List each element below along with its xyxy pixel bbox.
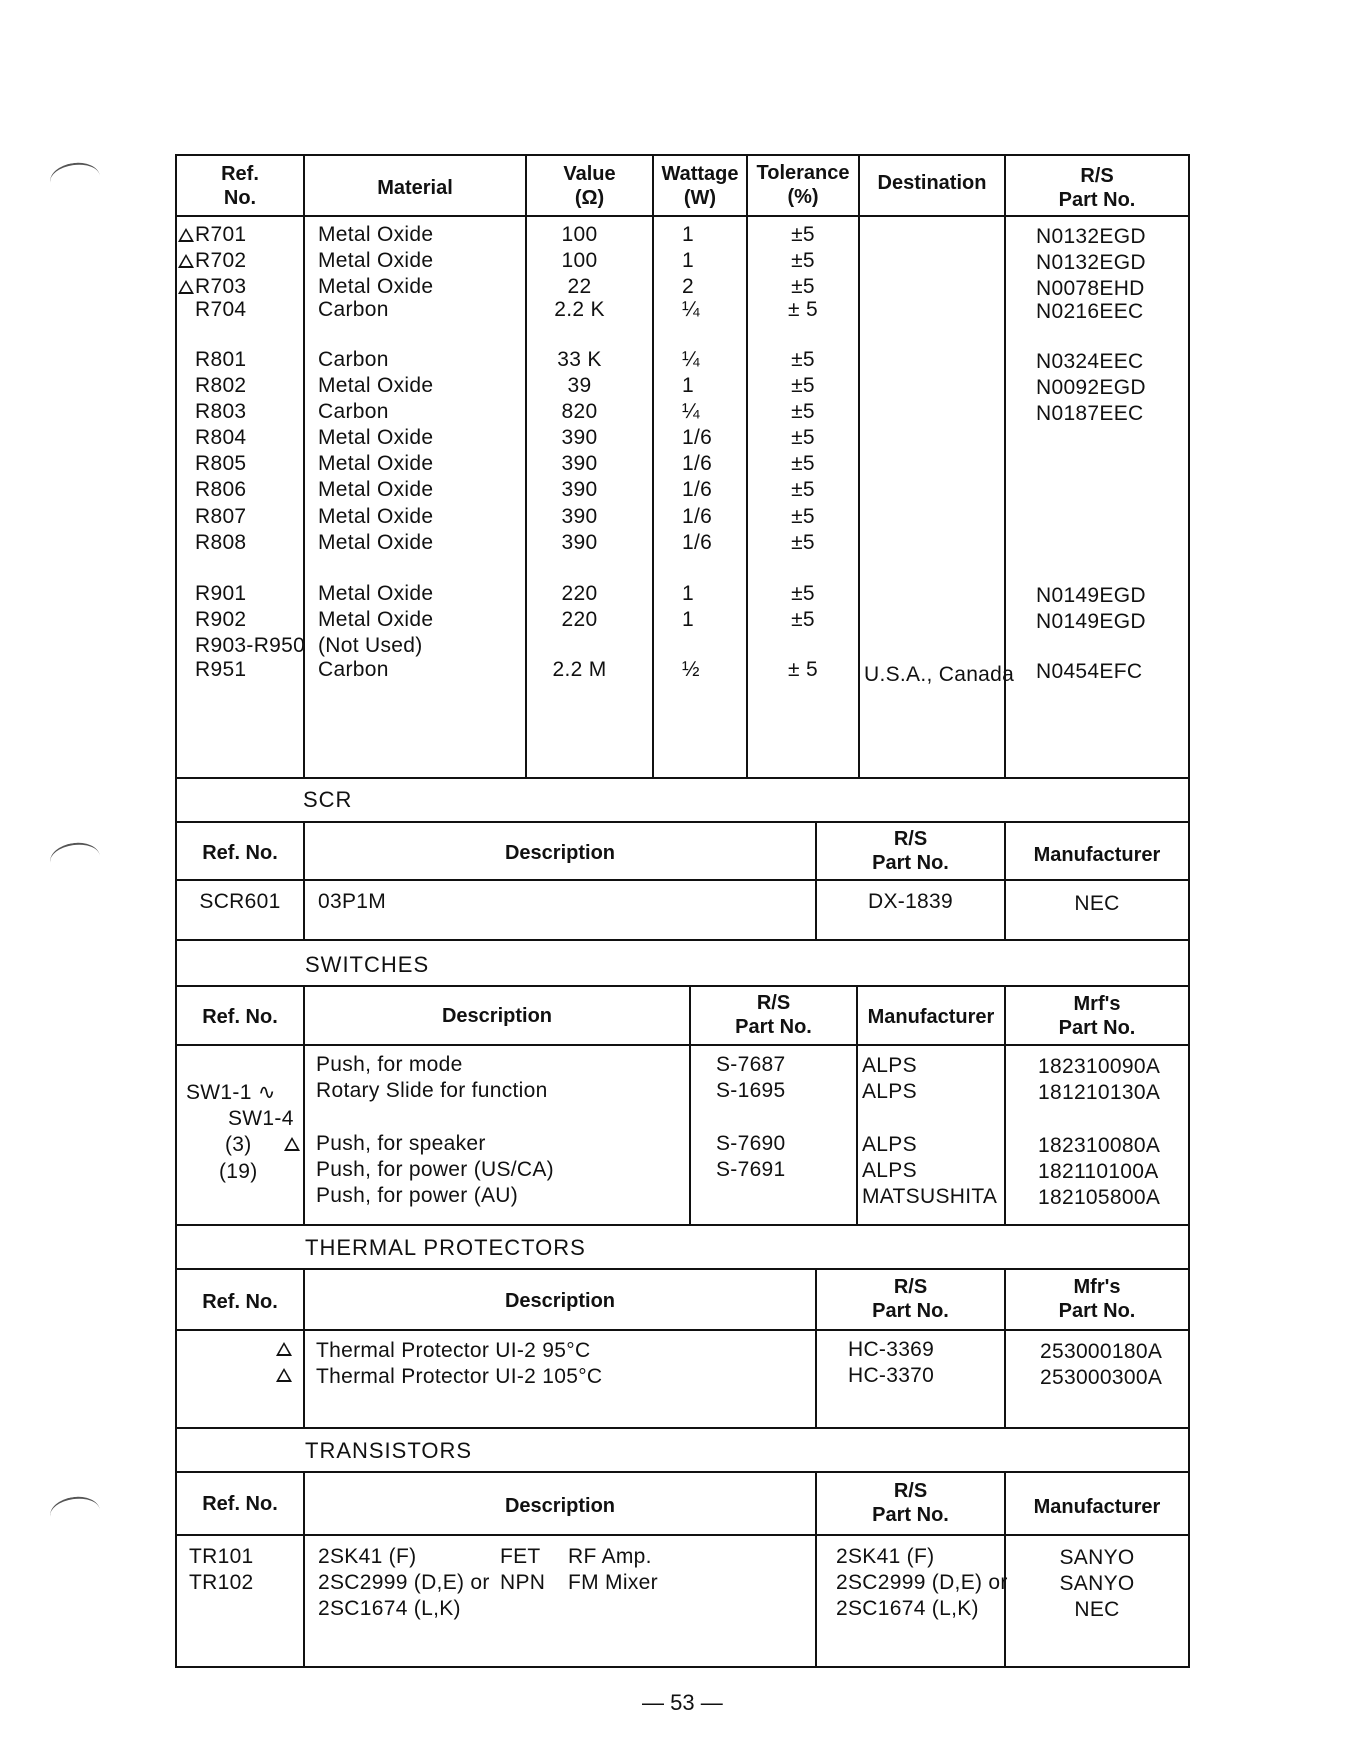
resistor-part: N0092EGD xyxy=(1036,376,1146,399)
switch-mfr-part: 182310090A xyxy=(1038,1055,1161,1078)
section-title-switches: SWITCHES xyxy=(305,952,430,977)
resistor-value: 2.2 M xyxy=(552,658,607,681)
sw-header-mfr-part: Mrf's Part No. xyxy=(1058,993,1136,1039)
resistor-ref: R903-R950 xyxy=(195,634,306,657)
resistor-material: Metal Oxide xyxy=(318,505,434,528)
resistor-part: N0187EEC xyxy=(1036,402,1144,425)
resistor-wattage: 1 xyxy=(682,608,694,631)
resistor-ref: R807 xyxy=(195,505,247,528)
resistor-value: 220 xyxy=(561,582,598,605)
resistor-part: N0454EFC xyxy=(1036,660,1143,683)
resistor-wattage: ¼ xyxy=(682,400,700,423)
resistor-tolerance: ±5 xyxy=(791,400,815,423)
header-ref-no: Ref. No. xyxy=(221,163,259,209)
sw-ref-4: (19) xyxy=(219,1160,258,1183)
resistor-tolerance: ± 5 xyxy=(788,298,818,321)
resistor-tolerance: ±5 xyxy=(791,531,815,554)
tr-header-part-no: R/S Part No. xyxy=(872,1480,949,1526)
resistor-tolerance: ±5 xyxy=(791,426,815,449)
switch-description: Push, for power (US/CA) xyxy=(316,1158,554,1181)
resistor-value: 100 xyxy=(561,249,598,272)
th-mfr-part-2: 253000300A xyxy=(1040,1366,1163,1389)
resistor-wattage: 1 xyxy=(682,582,694,605)
resistor-value: 39 xyxy=(567,374,592,397)
resistor-tolerance: ±5 xyxy=(791,452,815,475)
resistor-material: Metal Oxide xyxy=(318,478,434,501)
switch-part: S-7691 xyxy=(716,1158,786,1181)
resistor-ref: R901 xyxy=(195,582,247,605)
resistor-wattage: ¼ xyxy=(682,298,700,321)
resistor-ref: R805 xyxy=(195,452,247,475)
switch-part: S-1695 xyxy=(716,1079,786,1102)
transistor-type: 2SK41 (F) xyxy=(318,1545,417,1568)
resistor-material: Carbon xyxy=(318,298,389,321)
switch-description: Rotary Slide for function xyxy=(316,1079,548,1102)
header-value: Value (Ω) xyxy=(563,163,616,209)
switch-part: S-7687 xyxy=(716,1053,786,1076)
resistor-wattage: 1/6 xyxy=(682,478,713,501)
header-part-no: R/S Part No. xyxy=(1058,165,1136,211)
section-title-scr: SCR xyxy=(303,787,353,812)
switch-description: Push, for power (AU) xyxy=(316,1184,519,1207)
resistor-ref: R902 xyxy=(195,608,247,631)
th-header-mfr-part: Mfr's Part No. xyxy=(1058,1276,1136,1322)
resistor-value: 390 xyxy=(561,531,598,554)
resistor-ref: R703 xyxy=(195,275,247,298)
resistor-ref: R801 xyxy=(195,348,247,371)
resistor-wattage: 1/6 xyxy=(682,531,713,554)
resistor-tolerance: ±5 xyxy=(791,223,815,246)
resistor-tolerance: ±5 xyxy=(791,478,815,501)
resistor-tolerance: ± 5 xyxy=(788,658,818,681)
switch-manufacturer: MATSUSHITA xyxy=(862,1185,998,1208)
tr-header-description: Description xyxy=(504,1495,616,1517)
resistor-part: N0149EGD xyxy=(1036,584,1146,607)
caution-triangle-icon: ! xyxy=(276,1368,292,1382)
transistor-kind: FET xyxy=(500,1545,541,1568)
resistor-ref: R806 xyxy=(195,478,247,501)
resistor-ref: R803 xyxy=(195,400,247,423)
th-header-part-no: R/S Part No. xyxy=(872,1276,949,1322)
sw-ref-2: SW1-4 xyxy=(228,1107,294,1130)
transistor-function: FM Mixer xyxy=(568,1571,658,1594)
resistor-wattage: 1 xyxy=(682,223,694,246)
resistor-ref: R802 xyxy=(195,374,247,397)
scr-description: 03P1M xyxy=(318,890,387,913)
resistor-wattage: 1 xyxy=(682,374,694,397)
resistor-value: 100 xyxy=(561,223,598,246)
th-mfr-part-1: 253000180A xyxy=(1040,1340,1163,1363)
scr-manufacturer: NEC xyxy=(1074,892,1120,915)
sw-header-part-no: R/S Part No. xyxy=(735,992,812,1038)
resistor-material: Metal Oxide xyxy=(318,582,434,605)
resistor-part: N0149EGD xyxy=(1036,610,1146,633)
resistor-value: 33 K xyxy=(557,348,602,371)
transistor-type: 2SC2999 (D,E) or xyxy=(318,1571,490,1594)
resistor-material: (Not Used) xyxy=(318,634,423,657)
hole-punch-mark xyxy=(48,840,102,879)
sw-ref-1: SW1-1 ∿ xyxy=(186,1081,276,1104)
switch-manufacturer: ALPS xyxy=(862,1133,917,1156)
switch-part: S-7690 xyxy=(716,1132,786,1155)
transistor-manufacturer: SANYO xyxy=(1059,1546,1135,1569)
resistor-tolerance: ±5 xyxy=(791,275,815,298)
resistor-part: N0324EEC xyxy=(1036,350,1144,373)
caution-triangle-icon: ! xyxy=(178,280,194,294)
caution-triangle-icon: ! xyxy=(276,1342,292,1356)
scr-part: DX-1839 xyxy=(868,890,953,913)
transistor-manufacturer: NEC xyxy=(1074,1598,1120,1621)
header-material: Material xyxy=(377,177,453,199)
caution-triangle-icon: ! xyxy=(284,1137,300,1151)
resistor-tolerance: ±5 xyxy=(791,582,815,605)
tr-header-manufacturer: Manufacturer xyxy=(1033,1496,1161,1518)
resistor-tolerance: ±5 xyxy=(791,249,815,272)
resistor-wattage: 1 xyxy=(682,249,694,272)
transistor-ref: TR101 xyxy=(189,1545,254,1568)
transistor-function: RF Amp. xyxy=(568,1545,652,1568)
section-title-thermal: THERMAL PROTECTORS xyxy=(305,1235,586,1260)
header-tolerance: Tolerance (%) xyxy=(756,162,850,208)
resistor-value: 2.2 K xyxy=(554,298,605,321)
resistor-value: 820 xyxy=(561,400,598,423)
section-title-transistors: TRANSISTORS xyxy=(305,1438,473,1463)
resistor-value: 220 xyxy=(561,608,598,631)
resistor-material: Metal Oxide xyxy=(318,374,434,397)
th-desc-2: Thermal Protector UI-2 105°C xyxy=(316,1365,603,1388)
resistor-destination: U.S.A., Canada xyxy=(864,663,1015,686)
header-wattage: Wattage (W) xyxy=(661,163,739,209)
th-header-description: Description xyxy=(504,1290,616,1312)
resistor-value: 390 xyxy=(561,426,598,449)
resistor-wattage: ¼ xyxy=(682,348,700,371)
scr-ref: SCR601 xyxy=(199,890,281,913)
transistor-kind: NPN xyxy=(500,1571,546,1594)
transistor-part: 2SK41 (F) xyxy=(836,1545,935,1568)
switch-mfr-part: 181210130A xyxy=(1038,1081,1161,1104)
resistor-value: 390 xyxy=(561,452,598,475)
resistor-wattage: 1/6 xyxy=(682,452,713,475)
resistor-part: N0078EHD xyxy=(1036,277,1145,300)
resistor-ref: R804 xyxy=(195,426,247,449)
page-number: — 53 — xyxy=(642,1690,723,1715)
transistor-manufacturer: SANYO xyxy=(1059,1572,1135,1595)
transistor-ref: TR102 xyxy=(189,1571,254,1594)
switch-mfr-part: 182310080A xyxy=(1038,1134,1161,1157)
resistor-part: N0132EGD xyxy=(1036,251,1146,274)
resistor-wattage: ½ xyxy=(682,658,700,681)
resistor-material: Metal Oxide xyxy=(318,223,434,246)
resistor-wattage: 1/6 xyxy=(682,505,713,528)
resistor-tolerance: ±5 xyxy=(791,348,815,371)
hole-punch-mark xyxy=(48,160,102,199)
resistor-value: 22 xyxy=(567,275,592,298)
resistor-ref: R702 xyxy=(195,249,247,272)
th-part-2: HC-3370 xyxy=(848,1364,935,1387)
caution-triangle-icon: ! xyxy=(178,254,194,268)
resistor-tolerance: ±5 xyxy=(791,374,815,397)
transistor-type: 2SC1674 (L,K) xyxy=(318,1597,461,1620)
sw-header-ref-no: Ref. No. xyxy=(202,1006,278,1028)
scr-header-manufacturer: Manufacturer xyxy=(1033,844,1161,866)
switch-description: Push, for speaker xyxy=(316,1132,486,1155)
resistor-wattage: 1/6 xyxy=(682,426,713,449)
sw-ref-3: (3) xyxy=(225,1133,252,1156)
resistor-material: Metal Oxide xyxy=(318,531,434,554)
switch-mfr-part: 182105800A xyxy=(1038,1186,1161,1209)
resistor-material: Carbon xyxy=(318,658,389,681)
sw-header-description: Description xyxy=(441,1005,553,1027)
th-part-1: HC-3369 xyxy=(848,1338,935,1361)
sw-header-manufacturer: Manufacturer xyxy=(867,1006,995,1028)
resistor-material: Metal Oxide xyxy=(318,452,434,475)
th-desc-1: Thermal Protector UI-2 95°C xyxy=(316,1339,591,1362)
resistor-material: Carbon xyxy=(318,400,389,423)
hole-punch-mark xyxy=(48,1494,102,1533)
switch-manufacturer: ALPS xyxy=(862,1159,917,1182)
resistor-material: Metal Oxide xyxy=(318,426,434,449)
resistor-part: N0216EEC xyxy=(1036,300,1144,323)
transistor-part: 2SC1674 (L,K) xyxy=(836,1597,979,1620)
resistor-tolerance: ±5 xyxy=(791,505,815,528)
switch-manufacturer: ALPS xyxy=(862,1054,917,1077)
th-header-ref-no: Ref. No. xyxy=(202,1291,278,1313)
switch-description: Push, for mode xyxy=(316,1053,463,1076)
resistor-material: Metal Oxide xyxy=(318,608,434,631)
resistor-value: 390 xyxy=(561,505,598,528)
resistor-material: Metal Oxide xyxy=(318,275,434,298)
tr-header-ref-no: Ref. No. xyxy=(202,1493,278,1515)
header-destination: Destination xyxy=(877,172,987,194)
resistor-ref: R951 xyxy=(195,658,247,681)
resistor-material: Metal Oxide xyxy=(318,249,434,272)
switch-mfr-part: 182110100A xyxy=(1038,1160,1159,1183)
resistor-value: 390 xyxy=(561,478,598,501)
resistor-wattage: 2 xyxy=(682,275,694,298)
resistor-ref: R808 xyxy=(195,531,247,554)
resistor-part: N0132EGD xyxy=(1036,225,1146,248)
resistor-ref: R704 xyxy=(195,298,247,321)
scr-header-part-no: R/S Part No. xyxy=(872,828,949,874)
resistor-tolerance: ±5 xyxy=(791,608,815,631)
switch-manufacturer: ALPS xyxy=(862,1080,917,1103)
resistor-ref: R701 xyxy=(195,223,247,246)
scr-header-description: Description xyxy=(504,842,616,864)
scr-header-ref-no: Ref. No. xyxy=(202,842,278,864)
transistor-part: 2SC2999 (D,E) or xyxy=(836,1571,1008,1594)
resistor-material: Carbon xyxy=(318,348,389,371)
caution-triangle-icon: ! xyxy=(178,228,194,242)
